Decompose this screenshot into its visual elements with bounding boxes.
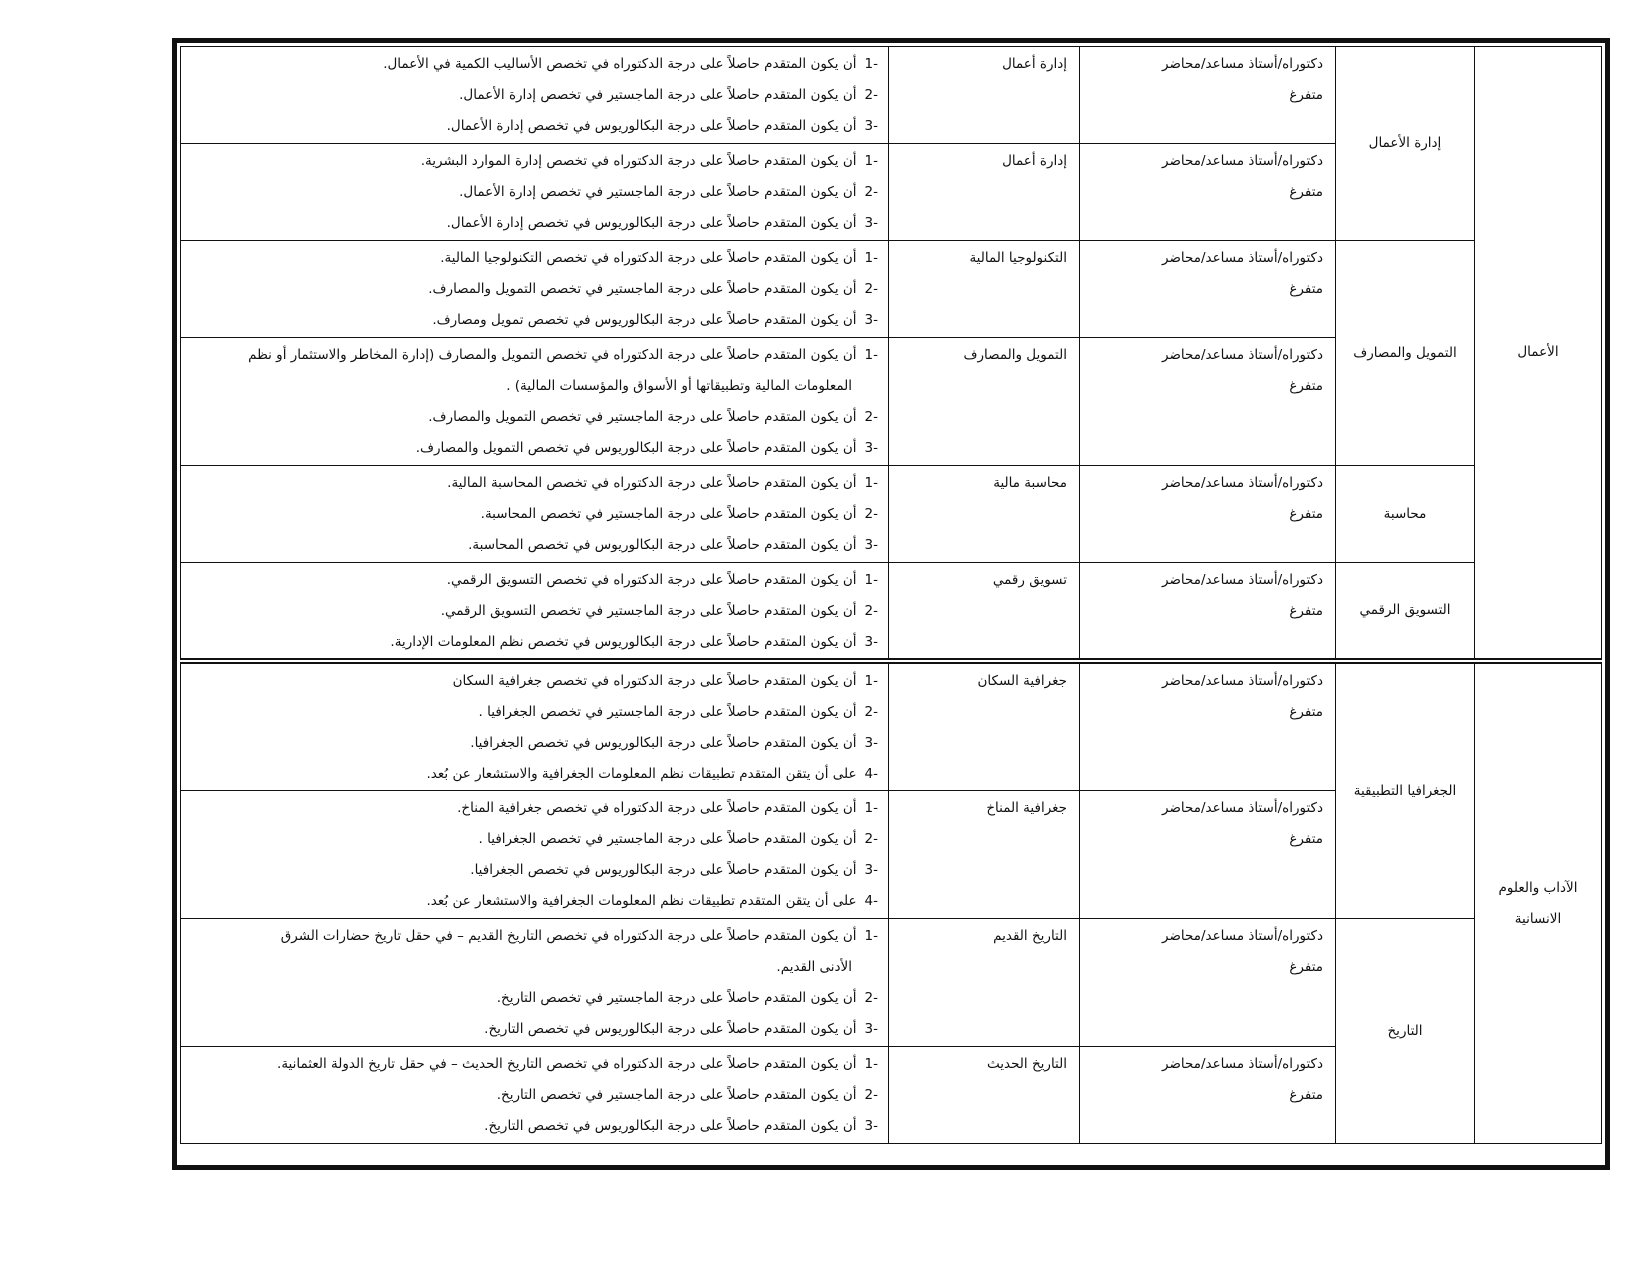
department-cell [1336,47,1475,241]
requirement-text: أن يكون المتقدم حاصلاً على درجة الدكتوراه في تخصص التكنولوجيا المالية. [440,250,857,266]
specialization-cell [889,1047,1080,1144]
rank-cell [1080,661,1336,791]
rank-line: دكتوراه/أستاذ مساعد/محاضر [1162,800,1323,816]
vacancies-table [180,46,1602,1144]
requirement-item [187,305,878,336]
table-row [181,919,1602,1047]
rank-line: متفرغ [1289,1087,1323,1103]
rank-line: دكتوراه/أستاذ مساعد/محاضر [1162,673,1323,689]
requirement-text: أن يكون المتقدم حاصلاً على درجة الماجستير في تخصص الجغرافيا . [478,704,857,720]
department-cell [1336,466,1475,563]
requirement-number: 2- [864,1087,878,1103]
specialization-name: جغرافية المناخ [986,800,1067,816]
requirement-number: 1- [864,1056,878,1072]
requirement-text: أن يكون المتقدم حاصلاً على درجة الدكتوراه في تخصص المحاسبة المالية. [447,475,857,491]
requirement-item [187,983,878,1014]
requirements-cell [181,1047,889,1144]
requirement-number: 1- [864,800,878,816]
requirement-number: 1- [864,928,878,944]
specialization-name: التاريخ الحديث [986,1056,1067,1072]
requirement-number: 3- [864,1118,878,1134]
requirement-number: 2- [864,87,878,103]
requirement-continuation: المعلومات المالية وتطبيقاتها أو الأسواق والمؤسسات المالية) . [506,378,852,394]
requirement-number: 3- [864,634,878,650]
rank-line: متفرغ [1289,959,1323,975]
requirement-text: أن يكون المتقدم حاصلاً على درجة البكالوريوس في تخصص تمويل ومصارف. [432,312,857,328]
requirement-item [187,759,878,790]
rank-line: متفرغ [1289,831,1323,847]
specialization-cell [889,563,1080,662]
requirement-text: على أن يتقن المتقدم تطبيقات نظم المعلومات الجغرافية والاستشعار عن بُعد. [426,766,857,782]
requirement-text: أن يكون المتقدم حاصلاً على درجة الماجستير في تخصص التمويل والمصارف. [428,281,857,297]
requirement-text: أن يكون المتقدم حاصلاً على درجة البكالوريوس في تخصص الجغرافيا. [470,735,857,751]
requirement-item [187,855,878,886]
requirement-text: أن يكون المتقدم حاصلاً على درجة البكالوريوس في تخصص إدارة الأعمال. [446,215,857,231]
department-cell [1336,661,1475,919]
rank-cell [1080,1047,1336,1144]
requirements-cell [181,563,889,662]
requirement-item [187,433,878,464]
specialization-cell [889,241,1080,338]
department-name: إدارة الأعمال [1368,135,1442,151]
requirement-text: أن يكون المتقدم حاصلاً على درجة الماجستير في تخصص التاريخ. [496,990,857,1006]
table-row [181,466,1602,563]
requirement-item [187,243,878,274]
rank-cell [1080,466,1336,563]
requirement-item [187,565,878,596]
college-cell [1475,661,1602,1144]
requirement-number: 3- [864,440,878,456]
requirement-item [187,499,878,530]
requirement-item [187,274,878,305]
requirement-item [187,530,878,561]
department-cell [1336,919,1475,1144]
requirement-text: على أن يتقن المتقدم تطبيقات نظم المعلومات الجغرافية والاستشعار عن بُعد. [426,893,857,909]
requirement-item [187,666,878,697]
department-name: محاسبة [1383,505,1427,522]
requirement-item [187,627,878,658]
requirement-number: 1- [864,56,878,72]
requirement-text: أن يكون المتقدم حاصلاً على درجة الدكتوراه في تخصص الأساليب الكمية في الأعمال. [383,56,857,72]
requirement-item [187,177,878,208]
requirement-item [187,80,878,111]
requirement-number: 4- [864,766,878,782]
requirement-item [187,468,878,499]
requirement-text: أن يكون المتقدم حاصلاً على درجة الدكتوراه في تخصص التمويل والمصارف (إدارة المخاطر والاستثمار أو نظم [248,347,857,363]
requirement-number: 1- [864,347,878,363]
specialization-cell [889,338,1080,466]
requirement-item [187,1111,878,1142]
specialization-cell [889,919,1080,1047]
rank-cell [1080,791,1336,919]
rank-line: دكتوراه/أستاذ مساعد/محاضر [1162,572,1323,588]
requirement-text: أن يكون المتقدم حاصلاً على درجة الماجستير في تخصص التسويق الرقمي. [440,603,857,619]
requirement-text: أن يكون المتقدم حاصلاً على درجة الماجستير في تخصص التاريخ. [496,1087,857,1103]
requirement-text: أن يكون المتقدم حاصلاً على درجة الدكتوراه في تخصص التاريخ القديم – في حقل تاريخ حضارات الشرق [280,928,857,944]
requirement-number: 3- [864,312,878,328]
rank-cell [1080,241,1336,338]
requirement-number: 1- [864,572,878,588]
requirement-number: 2- [864,603,878,619]
rank-line: متفرغ [1289,378,1323,394]
requirement-number: 3- [864,735,878,751]
rank-line: متفرغ [1289,704,1323,720]
rank-cell [1080,338,1336,466]
table-row [181,563,1602,662]
requirements-cell [181,466,889,563]
table-row [181,661,1602,791]
specialization-cell [889,47,1080,144]
requirement-text: أن يكون المتقدم حاصلاً على درجة الدكتوراه في تخصص إدارة الموارد البشرية. [420,153,857,169]
requirement-number: 1- [864,475,878,491]
specialization-cell [889,466,1080,563]
requirement-text: أن يكون المتقدم حاصلاً على درجة الماجستير في تخصص إدارة الأعمال. [459,184,857,200]
specialization-name: التمويل والمصارف [963,347,1067,363]
college-name: الأعمال [1517,344,1559,360]
rank-line: دكتوراه/أستاذ مساعد/محاضر [1162,475,1323,491]
requirement-number: 2- [864,184,878,200]
department-cell [1336,241,1475,466]
vacancies-table-frame [172,38,1610,1170]
requirement-item [187,49,878,80]
specialization-name: إدارة أعمال [1002,153,1067,169]
rank-line: دكتوراه/أستاذ مساعد/محاضر [1162,250,1323,266]
requirement-text: أن يكون المتقدم حاصلاً على درجة البكالوريوس في تخصص الجغرافيا. [470,862,857,878]
requirement-item [187,921,878,952]
requirement-text: أن يكون المتقدم حاصلاً على درجة البكالوريوس في تخصص المحاسبة. [468,537,857,553]
requirement-continuation: الأدنى القديم. [776,959,852,975]
specialization-name: جغرافية السكان [977,673,1067,689]
requirements-cell [181,47,889,144]
requirement-item [187,208,878,239]
rank-cell [1080,47,1336,144]
requirement-item [187,824,878,855]
specialization-cell [889,791,1080,919]
requirement-number: 2- [864,990,878,1006]
requirement-number: 1- [864,673,878,689]
requirement-text: أن يكون المتقدم حاصلاً على درجة البكالوريوس في تخصص التمويل والمصارف. [415,440,857,456]
requirement-item [187,728,878,759]
requirement-text: أن يكون المتقدم حاصلاً على درجة البكالوريوس في تخصص إدارة الأعمال. [446,118,857,134]
rank-line: دكتوراه/أستاذ مساعد/محاضر [1162,928,1323,944]
department-name: الجغرافيا التطبيقية [1353,782,1457,799]
requirement-item [187,793,878,824]
requirements-cell [181,144,889,241]
requirement-number: 2- [864,409,878,425]
rank-line: دكتوراه/أستاذ مساعد/محاضر [1162,153,1323,169]
requirements-cell [181,919,889,1047]
requirements-cell [181,661,889,791]
requirement-item [187,146,878,177]
rank-line: دكتوراه/أستاذ مساعد/محاضر [1162,56,1323,72]
requirement-number: 2- [864,281,878,297]
rank-line: دكتوراه/أستاذ مساعد/محاضر [1162,347,1323,363]
requirement-text: أن يكون المتقدم حاصلاً على درجة الدكتوراه في تخصص التاريخ الحديث – في حقل تاريخ الدولة العثمانية. [277,1056,857,1072]
requirement-text: أن يكون المتقدم حاصلاً على درجة الماجستير في تخصص الجغرافيا . [478,831,857,847]
requirement-text: أن يكون المتقدم حاصلاً على درجة الماجستير في تخصص التمويل والمصارف. [428,409,857,425]
requirement-number: 1- [864,250,878,266]
rank-cell [1080,144,1336,241]
requirement-number: 1- [864,153,878,169]
requirement-item [187,596,878,627]
requirement-text: أن يكون المتقدم حاصلاً على درجة البكالوريوس في تخصص التاريخ. [484,1021,857,1037]
requirement-number: 3- [864,215,878,231]
department-name: التمويل والمصارف [1353,344,1457,361]
requirements-cell [181,241,889,338]
specialization-cell [889,661,1080,791]
specialization-name: محاسبة مالية [993,475,1067,491]
requirement-text: أن يكون المتقدم حاصلاً على درجة الدكتوراه في تخصص جغرافية المناخ. [457,800,857,816]
rank-cell [1080,919,1336,1047]
rank-line: متفرغ [1289,506,1323,522]
requirement-item [187,1080,878,1111]
specialization-cell [889,144,1080,241]
table-row [181,47,1602,144]
specialization-name: تسويق رقمي [992,572,1067,588]
rank-line: متفرغ [1289,87,1323,103]
requirement-number: 3- [864,862,878,878]
requirement-number: 2- [864,506,878,522]
college-cell [1475,47,1602,662]
specialization-name: إدارة أعمال [1002,56,1067,72]
requirement-text: أن يكون المتقدم حاصلاً على درجة البكالوريوس في تخصص التاريخ. [484,1118,857,1134]
requirement-item [187,111,878,142]
requirement-item [187,402,878,433]
requirement-item [187,1049,878,1080]
requirement-text: أن يكون المتقدم حاصلاً على درجة الماجستير في تخصص إدارة الأعمال. [459,87,857,103]
table-row [181,241,1602,338]
requirement-number: 3- [864,537,878,553]
requirement-item [187,697,878,728]
rank-line: متفرغ [1289,603,1323,619]
requirement-item [187,886,878,917]
requirement-number: 4- [864,893,878,909]
college-name: الآداب والعلوم الانسانية [1498,879,1578,927]
requirement-number: 3- [864,118,878,134]
rank-line: متفرغ [1289,281,1323,297]
requirement-text: أن يكون المتقدم حاصلاً على درجة الدكتوراه في تخصص جغرافية السكان [452,673,857,689]
specialization-name: التاريخ القديم [993,928,1067,944]
department-name: التسويق الرقمي [1359,602,1451,618]
rank-line: متفرغ [1289,184,1323,200]
requirement-number: 2- [864,831,878,847]
requirement-text: أن يكون المتقدم حاصلاً على درجة البكالوريوس في تخصص نظم المعلومات الإدارية. [390,634,857,650]
vacancies-table-body [181,47,1602,1144]
specialization-name: التكنولوجيا المالية [969,250,1067,266]
requirement-number: 3- [864,1021,878,1037]
department-cell [1336,563,1475,662]
rank-line: دكتوراه/أستاذ مساعد/محاضر [1162,1056,1323,1072]
requirement-text: أن يكون المتقدم حاصلاً على درجة الدكتوراه في تخصص التسويق الرقمي. [446,572,857,588]
requirement-item [187,340,878,371]
department-name: التاريخ [1387,1022,1423,1039]
requirement-number: 2- [864,704,878,720]
requirements-cell [181,338,889,466]
rank-cell [1080,563,1336,662]
requirement-text: أن يكون المتقدم حاصلاً على درجة الماجستير في تخصص المحاسبة. [480,506,857,522]
requirement-item [187,1014,878,1045]
requirements-cell [181,791,889,919]
